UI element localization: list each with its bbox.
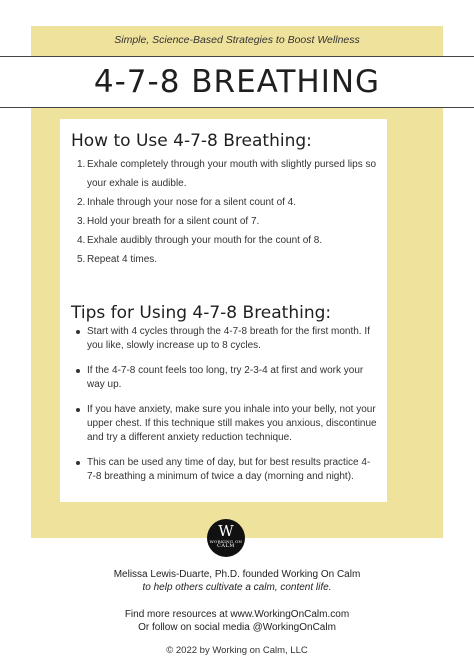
social-handle[interactable]: Or follow on social media @WorkingOnCalm	[138, 622, 336, 633]
list-item: This can be used any time of day, but for best results practice 4-7-8 breathing a minimum of twice a day (morning and night).	[71, 456, 377, 484]
steps-list	[71, 155, 377, 269]
tagline: Simple, Science-Based Strategies to Boost Wellness	[114, 34, 360, 46]
bullet-icon	[76, 369, 80, 373]
list-item: Start with 4 cycles through the 4-7-8 breath for the first month. If you like, slowly increase up to 8 cycles.	[71, 325, 377, 353]
content-card	[60, 119, 387, 502]
resources-link[interactable]: Find more resources at www.WorkingOnCalm.com	[124, 609, 350, 620]
list-item: 1. Exhale completely through your mouth with slightly pursed lips so your exhale is audible.	[77, 159, 377, 189]
list-item: If the 4-7-8 count feels too long, try 2-3-4 at first and work your way up.	[71, 364, 377, 392]
list-item: 4. Exhale audibly through your mouth for the count of 8.	[77, 235, 323, 246]
founder-text: Melissa Lewis-Duarte, Ph.D. founded Working On Calm	[113, 569, 361, 580]
list-item: 2. Inhale through your nose for a silent count of 4.	[77, 197, 297, 208]
page-title: 4-7-8 BREATHING	[93, 64, 381, 100]
list-item: If you have anxiety, make sure you inhale into your belly, not your upper chest. If this technique still makes you anxious, discontinue and try a different anxiety reduction technique.	[71, 403, 377, 445]
list-item: 5. Repeat 4 times.	[77, 254, 158, 265]
mission-text: to help others cultivate a calm, content life.	[142, 582, 332, 593]
tips-list	[71, 325, 377, 484]
copyright: © 2022 by Working on Calm, LLC	[166, 645, 308, 656]
bullet-icon	[76, 330, 80, 334]
tips-heading: Tips for Using 4-7-8 Breathing:	[71, 303, 332, 323]
bullet-icon	[76, 461, 80, 465]
title-band	[0, 56, 474, 108]
bullet-icon	[76, 408, 80, 412]
working-on-calm-logo: W WORKING ON CALM	[207, 519, 245, 557]
how-to-heading: How to Use 4-7-8 Breathing:	[71, 131, 312, 151]
list-item: 3. Hold your breath for a silent count of 7.	[77, 216, 260, 227]
